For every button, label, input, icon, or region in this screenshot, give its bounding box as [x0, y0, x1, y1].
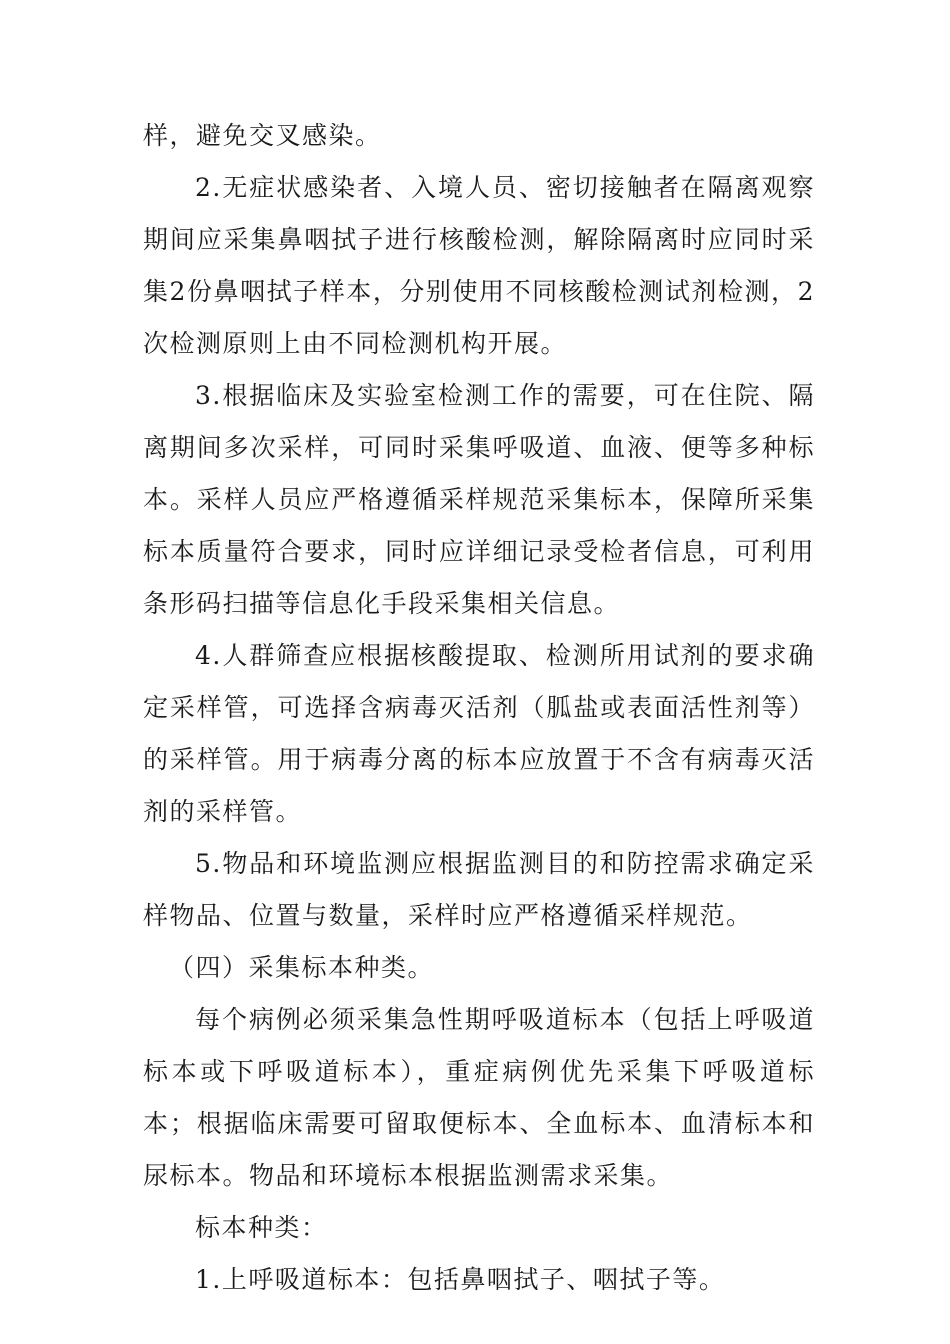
paragraph-upper-respiratory: 1.上呼吸道标本：包括鼻咽拭子、咽拭子等。	[195, 1265, 726, 1294]
paragraph-sample-types-label: 标本种类：	[195, 1213, 328, 1242]
section-heading: （四）采集标本种类。	[169, 953, 435, 982]
paragraph-item-2: 2.无症状感染者、入境人员、密切接触者在隔离观察期间应采集鼻咽拭子进行核酸检测，解除隔离时应同时采集2份鼻咽拭子样本，分别使用不同核酸检测试剂检测，2次检测原则上由不同检测机构开展。	[143, 173, 815, 358]
paragraph-item-3: 3.根据临床及实验室检测工作的需要，可在住院、隔离期间多次采样，可同时采集呼吸道、血液、便等多种标本。采样人员应严格遵循采样规范采集标本，保障所采集标本质量符合要求，同时应详细记录受检者信息，可利用条形码扫描等信息化手段采集相关信息。	[143, 381, 815, 618]
paragraph-sample-requirement: 每个病例必须采集急性期呼吸道标本（包括上呼吸道标本或下呼吸道标本），重症病例优先采集下呼吸道标本；根据临床需要可留取便标本、全血标本、血清标本和尿标本。物品和环境标本根据监测需求采集。	[143, 1005, 815, 1190]
paragraph-continuation: 样，避免交叉感染。	[143, 121, 382, 150]
paragraph-item-4: 4.人群筛查应根据核酸提取、检测所用试剂的要求确定采样管，可选择含病毒灭活剂（胍盐或表面活性剂等）的采样管。用于病毒分离的标本应放置于不含有病毒灭活剂的采样管。	[143, 641, 815, 826]
document-body	[143, 110, 815, 1306]
paragraph-item-5: 5.物品和环境监测应根据监测目的和防控需求确定采样物品、位置与数量，采样时应严格遵循采样规范。	[143, 849, 815, 930]
